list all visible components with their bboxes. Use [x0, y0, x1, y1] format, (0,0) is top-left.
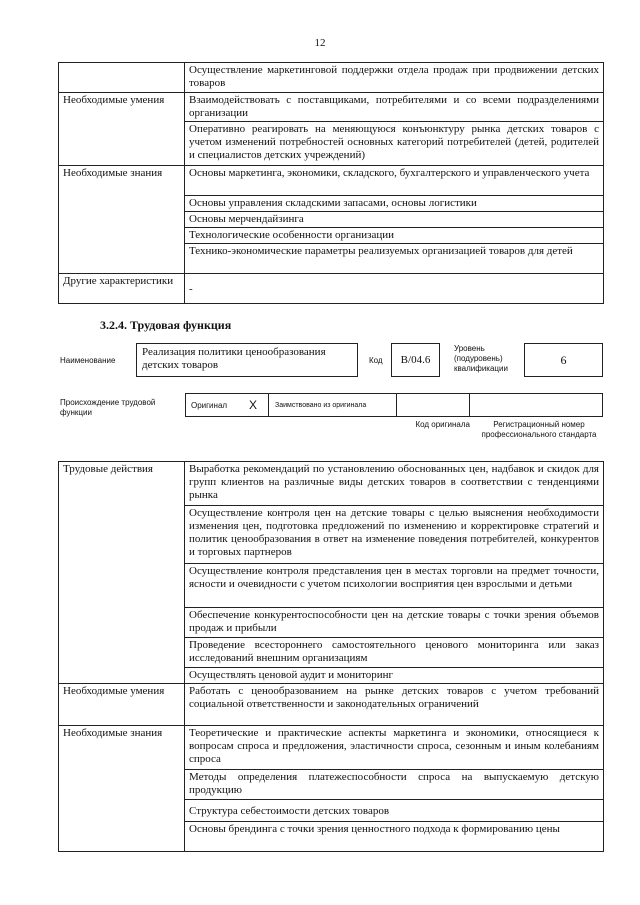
row-label: Трудовые действия	[59, 462, 185, 684]
level-label: Уровень (подуровень) квалификации	[454, 344, 508, 373]
table-cell: Осуществлять ценовой аудит и мониторинг	[185, 668, 604, 684]
code-label: Код	[369, 356, 383, 365]
table-cell: Основы брендинга с точки зрения ценностного подхода к формированию цены	[185, 822, 604, 852]
original-code-caption: Код оригинала	[415, 420, 470, 429]
row-label: Необходимые умения	[59, 93, 185, 166]
table-cell: Методы определения платежеспособности спроса на выпускаемую детскую продукцию	[185, 770, 604, 800]
table-row	[59, 726, 604, 770]
table-cell: Технологические особенности организации	[185, 228, 604, 244]
section-heading: 3.2.4. Трудовая функция	[100, 318, 232, 332]
table-row	[59, 63, 604, 93]
page-number: 12	[314, 37, 326, 49]
table-cell: Взаимодействовать с поставщиками, потребителями и со всеми подразделениями организации	[185, 93, 604, 122]
table-cell: -	[185, 274, 604, 304]
table-cell: Основы мерчендайзинга	[185, 212, 604, 228]
table-cell: Осуществление контроля цен на детские товары с целью выяснения необходимости изменения цен, подготовка предложений по изменению и корректировке стратегий и политик ценообразования в ответ на изменение поведения потребителей, конкурентов и торговых партнеров	[185, 506, 604, 564]
table-cell: Проведение всестороннего самостоятельного ценового мониторинга или заказ исследований внешним организациям	[185, 638, 604, 668]
function-name-box: Реализация политики ценообразования детских товаров	[136, 343, 358, 377]
table-row	[59, 462, 604, 506]
row-label: Необходимые знания	[59, 726, 185, 852]
name-label: Наименование	[60, 356, 116, 365]
table-row	[59, 684, 604, 726]
table-cell: Обеспечение конкурентоспособности цен на детские товары с точки зрения объемов продаж и прибыли	[185, 608, 604, 638]
row-label	[59, 63, 185, 93]
row-label: Необходимые умения	[59, 684, 185, 726]
row-label: Другие характеристики	[59, 274, 185, 304]
table-cell: Оперативно реагировать на меняющуюся конъюнктуру рынка детских товаров с учетом изменений потребностей основных категорий потребителей (детей, родителей и специалистов детских учреждений)	[185, 122, 604, 166]
table-cell: Структура себестоимости детских товаров	[185, 800, 604, 822]
requirements-table-continued	[58, 62, 604, 304]
origin-label: Происхождение трудовой функции	[60, 398, 156, 417]
original-cell	[185, 393, 269, 417]
table-cell: Осуществление маркетинговой поддержки отдела продаж при продвижении детских товаров	[185, 63, 604, 93]
original-label: Оригинал	[191, 401, 228, 410]
row-label: Необходимые знания	[59, 166, 185, 274]
labor-function-table	[58, 461, 604, 852]
function-code-box: B/04.6	[391, 343, 440, 377]
table-cell: Технико-экономические параметры реализуемых организацией товаров для детей	[185, 244, 604, 274]
table-cell: Работать с ценообразованием на рынке детских товаров с учетом требований социальной ответственности и законодательных ограничений	[185, 684, 604, 726]
borrowed-cell	[268, 393, 397, 417]
table-cell: Основы маркетинга, экономики, складского, бухгалтерского и управленческого учета	[185, 166, 604, 196]
original-mark: X	[249, 398, 258, 412]
origin-row	[185, 393, 603, 417]
original-code-cell	[396, 393, 470, 417]
table-cell: Теоретические и практические аспекты маркетинга и экономики, относящиеся к вопросам спроса и предложения, эластичности спроса, сезонным и иным колебаниям спроса	[185, 726, 604, 770]
table-cell: Осуществление контроля представления цен в местах торговли на предмет точности, ясности и очевидности с учетом психологии восприятия цен взрослыми и детьми	[185, 564, 604, 608]
reg-number-cell	[469, 393, 603, 417]
borrowed-label: Заимствовано из оригинала	[275, 402, 367, 409]
reg-number-caption: Регистрационный номер профессионального стандарта	[481, 420, 597, 439]
table-row	[59, 93, 604, 122]
table-cell: Выработка рекомендаций по установлению обоснованных цен, надбавок и скидок для групп клиентов на различные виды детских товаров в соответствии с тенденциями рынка	[185, 462, 604, 506]
table-cell: Основы управления складскими запасами, основы логистики	[185, 196, 604, 212]
table-row	[59, 274, 604, 304]
table-row	[59, 166, 604, 196]
qualification-level-box: 6	[524, 343, 603, 377]
